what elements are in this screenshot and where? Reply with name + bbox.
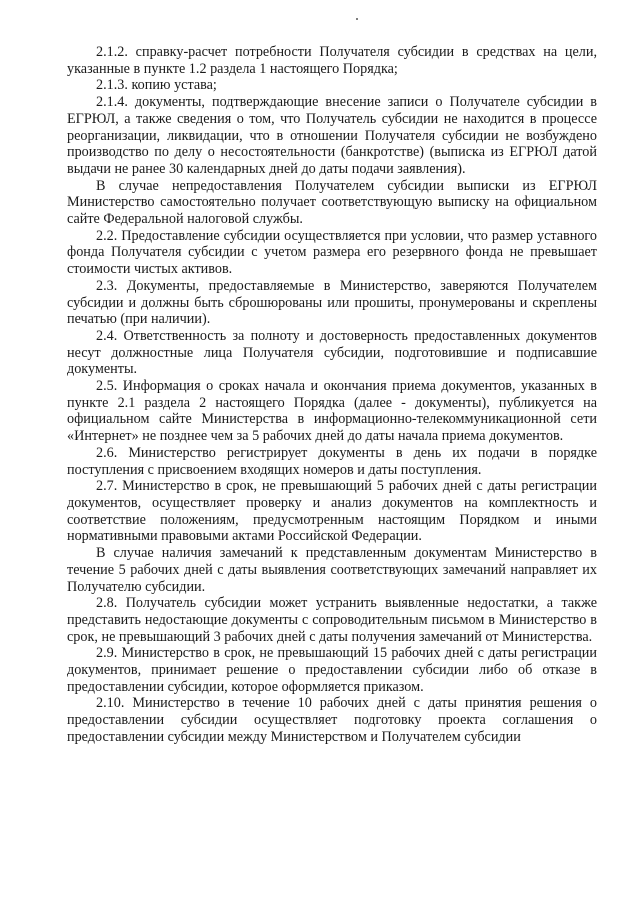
paragraph-2-5: 2.5. Информация о сроках начала и окончания приема документов, указанных в пункте 2.1 раздела 2 настоящего Порядка (далее - документы), публикуется на официальном сайте Министерства в информационно-телекоммуникационной сети «Интернет» не позднее чем за 5 рабочих дней до даты начала приема документов. — [67, 378, 597, 445]
paragraph-egrul-note: В случае непредоставления Получателем субсидии выписки из ЕГРЮЛ Министерство самостоятельно получает соответствующую выписку на официальном сайте Федеральной налоговой службы. — [67, 177, 597, 228]
scan-speck — [356, 18, 358, 20]
paragraph-2-9: 2.9. Министерство в срок, не превышающий 15 рабочих дней с даты регистрации документов, принимает решение о предоставлении субсидии либо об отказе в предоставлении субсидии, которое оформляется приказом. — [67, 645, 597, 695]
paragraph-2-10: 2.10. Министерство в течение 10 рабочих дней с даты принятия решения о предоставлении субсидии осуществляет подготовку проекта соглашения о предоставлении субсидии между Министерством и Получателем субсидии — [67, 695, 597, 745]
paragraph-2-8: 2.8. Получатель субсидии может устранить выявленные недостатки, а также представить недостающие документы с сопроводительным письмом в Министерство в срок, не превышающий 3 рабочих дней с даты получения замечаний от Министерства. — [67, 595, 597, 645]
paragraph-2-6: 2.6. Министерство регистрирует документы в день их подачи в порядке поступления с присвоением входящих номеров и даты поступления. — [67, 444, 597, 478]
paragraph-2-2: 2.2. Предоставление субсидии осуществляется при условии, что размер уставного фонда Получателя субсидии с учетом размера его резервного фонда не превышает стоимости чистых активов. — [67, 227, 597, 278]
document-body — [67, 44, 597, 746]
paragraph-remarks-note: В случае наличия замечаний к представленным документам Министерство в течение 5 рабочих дней с даты выявления соответствующих замечаний направляет их Получателю субсидии. — [67, 545, 597, 595]
paragraph-2-4: 2.4. Ответственность за полноту и достоверность предоставленных документов несут должностные лица Получателя субсидии, подготовившие и подписавшие документы. — [67, 327, 597, 378]
paragraph-2-7: 2.7. Министерство в срок, не превышающий 5 рабочих дней с даты регистрации документов, осуществляет проверку и анализ документов на комплектность и соответствие положениям, предусмотренным настоящим Порядком и иными нормативными правовыми актами Российской Федерации. — [67, 478, 597, 545]
paragraph-2-1-3: 2.1.3. копию устава; — [96, 77, 217, 94]
paragraph-2-1-2: 2.1.2. справку-расчет потребности Получателя субсидии в средствах на цели, указанные в пункте 1.2 раздела 1 настоящего Порядка; — [67, 44, 597, 77]
paragraph-2-1-4: 2.1.4. документы, подтверждающие внесение записи о Получателе субсидии в ЕГРЮЛ, а также сведения о том, что Получатель субсидии не находится в процессе реорганизации, ликвидации, что в отношении Получателя субсидии не возбуждено производство по делу о несостоятельности (банкротстве) (выписка из ЕГРЮЛ датой выдачи не ранее 30 календарных дней до даты подачи заявления). — [67, 94, 597, 177]
paragraph-2-3: 2.3. Документы, предоставляемые в Министерство, заверяются Получателем субсидии и должны быть сброшюрованы или прошиты, пронумерованы и скреплены печатью (при наличии). — [67, 277, 597, 328]
